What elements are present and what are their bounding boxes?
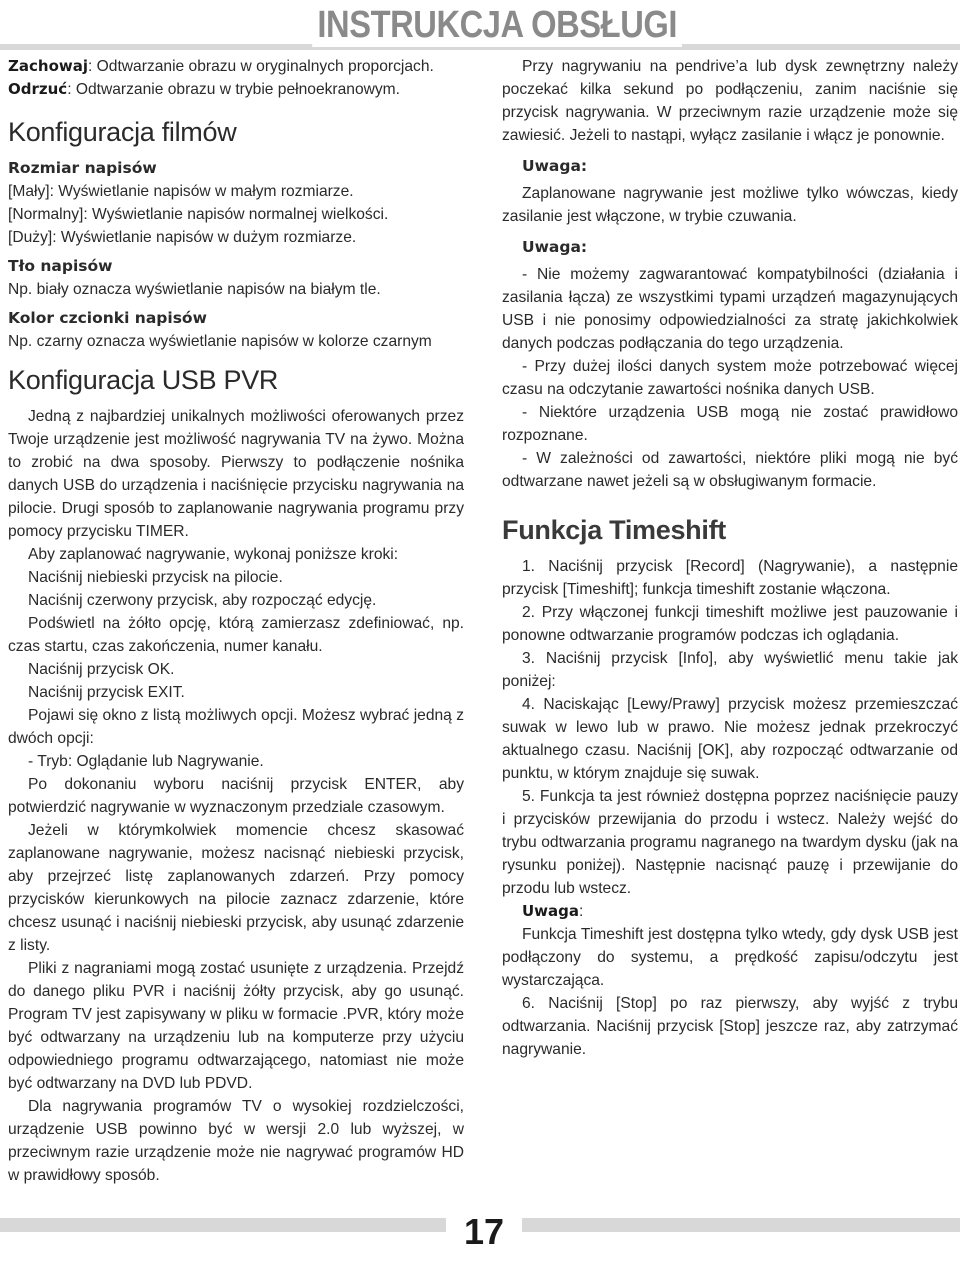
odrzuc-text: : Odtwarzanie obrazu w trybie pełnoekranowym. xyxy=(67,81,401,98)
page-header xyxy=(0,0,960,50)
page-title: INSTRUKCJA OBSŁUGI xyxy=(312,4,682,47)
usb-paragraph: Jedną z najbardziej unikalnych możliwości oferowanych przez Twoje urządzenie jest możliwość nagrywania TV na żywo. Można to zrobić na dwa sposoby. Pierwszy to podłączenie nośnika danych USB do urządzenia i naciśnięcie przycisku nagrywania na pilocie. Drugi sposób to zaplanowanie nagrywania programu przy pomocy przycisku TIMER. xyxy=(8,408,464,540)
rozmiar-line: [Normalny]: Wyświetlanie napisów normalnej wielkości. xyxy=(8,206,389,223)
tlo-heading: Tło napisów xyxy=(8,257,113,275)
note-item: - Przy dużej ilości danych system może potrzebować więcej czasu na odczytanie zawartości nośnika danych USB. xyxy=(502,358,958,398)
usb-paragraph: Pliki z nagraniami mogą zostać usunięte z urządzenia. Przejdź do danego pliku PVR i naciśnij żółty przycisk, aby go usunąć. Program TV jest zapisywany w pliku w formacie .PVR, który może być odtwarzany na urządzeniu lub na komputerze przy użyciu odpowiedniego programu odtwarzającego, natomiast nie może być odtwarzany na DVD lub PDVD. xyxy=(8,960,464,1092)
usb-paragraph: - Tryb: Oglądanie lub Nagrywanie. xyxy=(28,753,264,770)
films-heading: Konfiguracja filmów xyxy=(8,117,237,147)
rozmiar-line: [Mały]: Wyświetlanie napisów w małym rozmiarze. xyxy=(8,183,354,200)
zachowaj-text: : Odtwarzanie obrazu w oryginalnych proporcjach. xyxy=(88,58,434,75)
usb-paragraph: Po dokonaniu wyboru naciśnij przycisk ENTER, aby potwierdzić nagrywanie w wyznaczonym przedziale czasowym. xyxy=(8,776,464,816)
note-text: Zaplanowane nagrywanie jest możliwe tylko wówczas, kiedy zasilanie jest włączone, w trybie czuwania. xyxy=(502,185,958,225)
kolor-text: Np. czarny oznacza wyświetlanie napisów w kolorze czarnym xyxy=(8,333,432,350)
note-item: - Nie możemy zagwarantować kompatybilności (działania i zasilania łącza) ze wszystkimi typami urządzeń magazynujących USB i nie ponosimy odpowiedzialności za stratę jakichkolwiek danych podczas podłączania do tego urządzenia. xyxy=(502,266,958,352)
note-label: Uwaga: xyxy=(522,238,588,256)
zachowaj-paragraph xyxy=(8,55,464,78)
usb-paragraph: Naciśnij przycisk EXIT. xyxy=(28,684,185,701)
timeshift-step: 5. Funkcja ta jest również dostępna poprzez naciśnięcie pauzy i przycisków przewijania do przodu i wstecz. Należy wejść do trybu odtwarzania programu nagranego na twardym dysku (jak na rysunku poniżej). Następnie nacisnąć pauzę i przewijanie do przodu lub wstecz. xyxy=(502,788,958,897)
usb-paragraph: Dla nagrywania programów TV o wysokiej rozdzielczości, urządzenie USB powinno być w wersji 2.0 lub wyższej, w przeciwnym razie urządzenie może nie nagrywać programów HD w prawidłowy sposób. xyxy=(8,1098,464,1184)
left-column xyxy=(8,55,464,1187)
timeshift-step: 4. Naciskając [Lewy/Prawy] przycisk możesz przemieszczać suwak w lewo lub w prawo. Nie możesz jednak przekroczyć aktualnego czasu. Naciśnij [OK], aby rozpocząć odtwarzanie od punktu, w którym znajduje się suwak. xyxy=(502,696,958,782)
usb-paragraph: Jeżeli w którymkolwiek momencie chcesz skasować zaplanowane nagrywanie, możesz nacisnąć niebieski przycisk, aby przejrzeć listę zaplanowanych zdarzeń. Przy pomocy przycisków kierunkowych na pilocie zaznacz zdarzenie, które chcesz usunąć i naciśnij niebieski przycisk, aby usunąć zdarzenie z listy. xyxy=(8,822,464,954)
usb-paragraph: Pojawi się okno z listą możliwych opcji. Możesz wybrać jedną z dwóch opcji: xyxy=(8,707,464,747)
note-item: - W zależności od zawartości, niektóre pliki mogą nie być odtwarzane nawet jeżeli są w obsługiwanym formacie. xyxy=(502,450,958,490)
note-label: Uwaga: xyxy=(522,157,588,175)
note-label: Uwaga xyxy=(522,902,580,920)
usb-paragraph: Podświetl na żółto opcję, którą zamierzasz zdefiniować, np. czas startu, czas zakończenia, numer kanału. xyxy=(8,615,464,655)
timeshift-step: 1. Naciśnij przycisk [Record] (Nagrywanie), a następnie przycisk [Timeshift]; funkcja timeshift zostanie włączona. xyxy=(502,558,958,598)
rozmiar-line: [Duży]: Wyświetlanie napisów w dużym rozmiarze. xyxy=(8,229,357,246)
usb-paragraph: Naciśnij przycisk OK. xyxy=(28,661,175,678)
usb-paragraph: Aby zaplanować nagrywanie, wykonaj poniższe kroki: xyxy=(28,546,399,563)
right-column xyxy=(502,55,958,1061)
timeshift-step: 3. Naciśnij przycisk [Info], aby wyświetlić menu takie jak poniżej: xyxy=(502,650,958,690)
timeshift-heading: Funkcja Timeshift xyxy=(502,515,726,545)
page-number: 17 xyxy=(446,1212,522,1252)
note-text: Funkcja Timeshift jest dostępna tylko wtedy, gdy dysk USB jest podłączony do systemu, a prędkość zapisu/odczytu jest wystarczająca. xyxy=(502,926,958,989)
rozmiar-heading: Rozmiar napisów xyxy=(8,159,157,177)
tlo-text: Np. biały oznacza wyświetlanie napisów na białym tle. xyxy=(8,281,381,298)
zachowaj-label: Zachowaj xyxy=(8,57,88,75)
note-item: - Niektóre urządzenia USB mogą nie zostać prawidłowo rozpoznane. xyxy=(502,404,958,444)
timeshift-step: 6. Naciśnij [Stop] po raz pierwszy, aby wyjść z trybu odtwarzania. Naciśnij przycisk [Stop] jeszcze raz, aby zatrzymać nagrywanie. xyxy=(502,995,958,1058)
kolor-heading: Kolor czcionki napisów xyxy=(8,309,207,327)
odrzuc-paragraph xyxy=(8,78,464,101)
odrzuc-label: Odrzuć xyxy=(8,80,68,98)
usb-heading: Konfiguracja USB PVR xyxy=(8,365,279,395)
note-colon: : xyxy=(579,903,584,920)
intro-paragraph: Przy nagrywaniu na pendrive’a lub dysk zewnętrzny należy poczekać kilka sekund po podłączeniu, zanim naciśnie się przycisk nagrywania. W przeciwnym razie urządzenie może się zawiesić. Jeżeli to nastąpi, wyłącz zasilanie i włącz je ponownie. xyxy=(502,58,958,144)
timeshift-step: 2. Przy włączonej funkcji timeshift możliwe jest pauzowanie i ponowne odtwarzanie programów podczas ich oglądania. xyxy=(502,604,958,644)
usb-paragraph: Naciśnij czerwony przycisk, aby rozpocząć edycję. xyxy=(28,592,377,609)
usb-paragraph: Naciśnij niebieski przycisk na pilocie. xyxy=(28,569,283,586)
note-label-inline xyxy=(502,900,958,923)
